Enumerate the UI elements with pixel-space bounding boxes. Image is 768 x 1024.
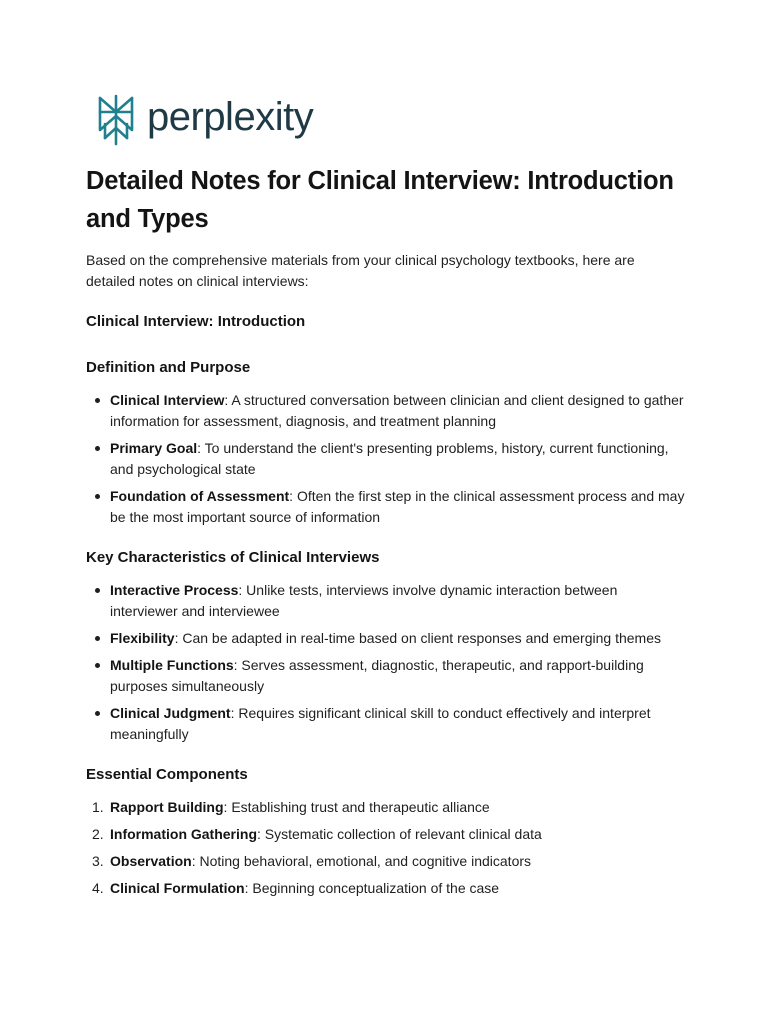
item-text: : Often the first step in the clinical assessment process and may be the most important source of information <box>110 488 685 525</box>
subheading-components: Essential Components <box>86 766 248 783</box>
item-number: 3. <box>92 853 104 869</box>
subheading-characteristics: Key Characteristics of Clinical Interviews <box>86 549 380 566</box>
item-text: : Beginning conceptualization of the case <box>244 880 500 896</box>
item-text: : Can be adapted in real-time based on client responses and emerging themes <box>174 630 661 646</box>
item-term: Multiple Functions <box>110 657 234 673</box>
item-number: 4. <box>92 880 104 896</box>
item-term: Flexibility <box>110 630 175 646</box>
item-number: 1. <box>92 799 104 815</box>
document-title: Detailed Notes for Clinical Interview: Introduction and Types <box>86 167 674 233</box>
perplexity-logo-icon <box>95 94 137 146</box>
item-term: Primary Goal <box>110 440 198 456</box>
item-term: Observation <box>110 853 192 869</box>
item-text: : To understand the client's presenting problems, history, current functioning, and psychological state <box>110 440 669 477</box>
item-text: : Unlike tests, interviews involve dynamic interaction between interviewer and interviewee <box>110 582 618 619</box>
item-term: Clinical Judgment <box>110 705 231 721</box>
perplexity-wordmark: perplexity <box>147 95 314 139</box>
list-item <box>86 486 686 528</box>
list-item <box>86 797 686 818</box>
list-item <box>86 655 686 697</box>
item-term: Information Gathering <box>110 826 257 842</box>
list-item <box>86 438 686 480</box>
list-item <box>86 628 686 649</box>
subheading-definition: Definition and Purpose <box>86 359 251 376</box>
item-term: Interactive Process <box>110 582 239 598</box>
item-text: : Establishing trust and therapeutic alliance <box>223 799 490 815</box>
item-text: : Noting behavioral, emotional, and cognitive indicators <box>191 853 532 869</box>
item-number: 2. <box>92 826 104 842</box>
list-item <box>86 703 686 745</box>
list-item <box>86 390 686 432</box>
characteristics-list <box>86 580 686 751</box>
item-term: Rapport Building <box>110 799 224 815</box>
item-text: : Systematic collection of relevant clinical data <box>257 826 542 842</box>
perplexity-logo <box>95 94 313 146</box>
item-text: : Serves assessment, diagnostic, therapeutic, and rapport-building purposes simultaneously <box>110 657 644 694</box>
definition-list <box>86 390 686 534</box>
item-term: Clinical Formulation <box>110 880 245 896</box>
list-item <box>86 824 686 845</box>
list-item <box>86 851 686 872</box>
item-text: : Requires significant clinical skill to conduct effectively and interpret meaningfully <box>110 705 651 742</box>
item-term: Foundation of Assessment <box>110 488 290 504</box>
item-text: : A structured conversation between clinician and client designed to gather information for assessment, diagnosis, and treatment planning <box>110 392 684 429</box>
intro-paragraph: Based on the comprehensive materials from your clinical psychology textbooks, here are detailed notes on clinical interviews: <box>86 252 635 289</box>
section-heading-introduction: Clinical Interview: Introduction <box>86 313 306 330</box>
list-item <box>86 580 686 622</box>
list-item <box>86 878 686 899</box>
components-list <box>86 797 686 905</box>
item-term: Clinical Interview <box>110 392 225 408</box>
